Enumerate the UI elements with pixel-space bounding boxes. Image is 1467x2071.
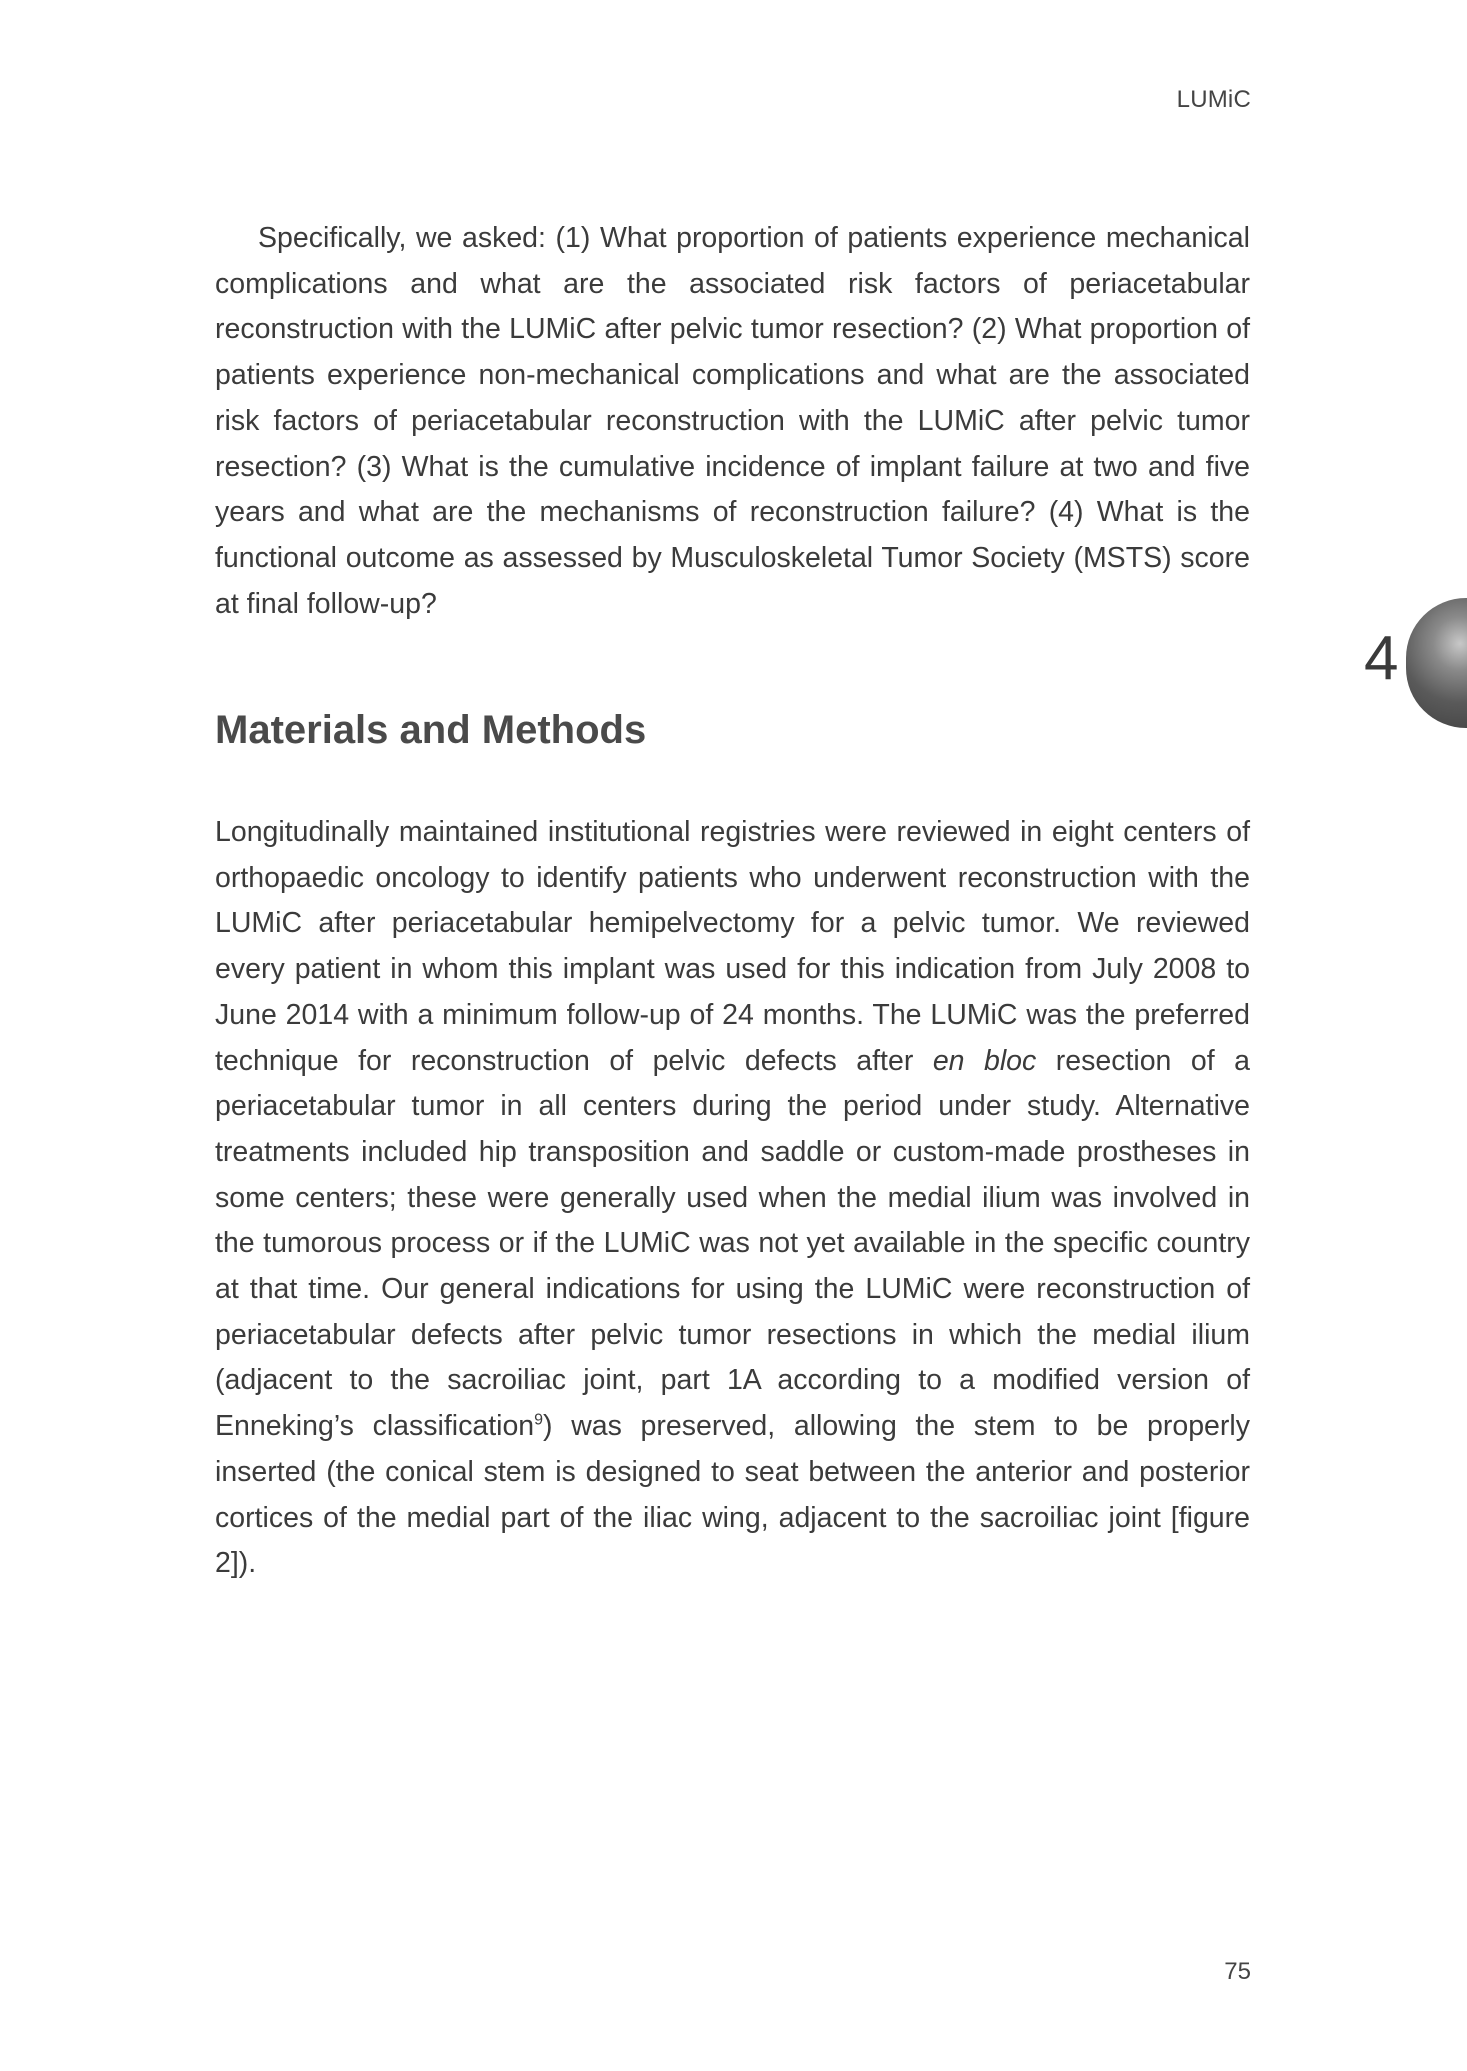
running-header: LUMiC xyxy=(1176,86,1251,113)
intro-paragraph: Specifically, we asked: (1) What proportion of patients experience mechanical complications and what are the associated risk factors of periacetabular reconstruction with the LUMiC after pelvic tumor resection? (2) What proportion of patients experience non-mechanical complications and what are the associated risk factors of periacetabular reconstruction with the LUMiC after pelvic tumor resection? (3) What is the cumulative incidence of implant failure at two and five years and what are the mechanisms of reconstruction failure? (4) What is the functional outcome as assessed by Musculoskeletal Tumor Society (MSTS) score at final follow-up? xyxy=(215,222,1250,620)
reference-superscript: 9 xyxy=(534,1411,544,1429)
chapter-thumb-tab xyxy=(1406,598,1467,728)
page-number: 75 xyxy=(1224,1958,1251,1985)
methods-text-part2: resection of a periacetabular tumor in all centers during the period under study. Alternative treatments included hip transposition and saddle or custom-made prostheses in some centers; these were generally used when the medial ilium was involved in the tumorous process or if the LUMiC was not yet available in the specific country at that time. Our general indications for using the LUMiC were reconstruction of periacetabular defects after pelvic tumor resections in which the medial ilium (adjacent to the sacroiliac joint, part 1A according to a modified version of Enneking’s classification xyxy=(215,1044,1250,1443)
chapter-number: 4 xyxy=(1364,624,1399,693)
methods-text-part1: Longitudinally maintained institutional registries were reviewed in eight centers of orthopaedic oncology to identify patients who underwent reconstruction with the LUMiC after periacetabular hemipelvectomy for a pelvic tumor. We reviewed every patient in whom this implant was used for this indication from July 2008 to June 2014 with a minimum follow-up of 24 months. The LUMiC was the preferred technique for reconstruction of pelvic defects after xyxy=(215,816,1250,1077)
methods-text-part3: ) was preserved, allowing the stem to be properly inserted (the conical stem is designed to seat between the anterior and posterior cortices of the medial part of the iliac wing, adjacent to the sacroiliac joint [figure 2]). xyxy=(215,1410,1250,1580)
methods-italic-term: en bloc xyxy=(932,1044,1037,1077)
section-heading: Materials and Methods xyxy=(215,708,647,752)
methods-paragraph xyxy=(215,810,1250,1587)
